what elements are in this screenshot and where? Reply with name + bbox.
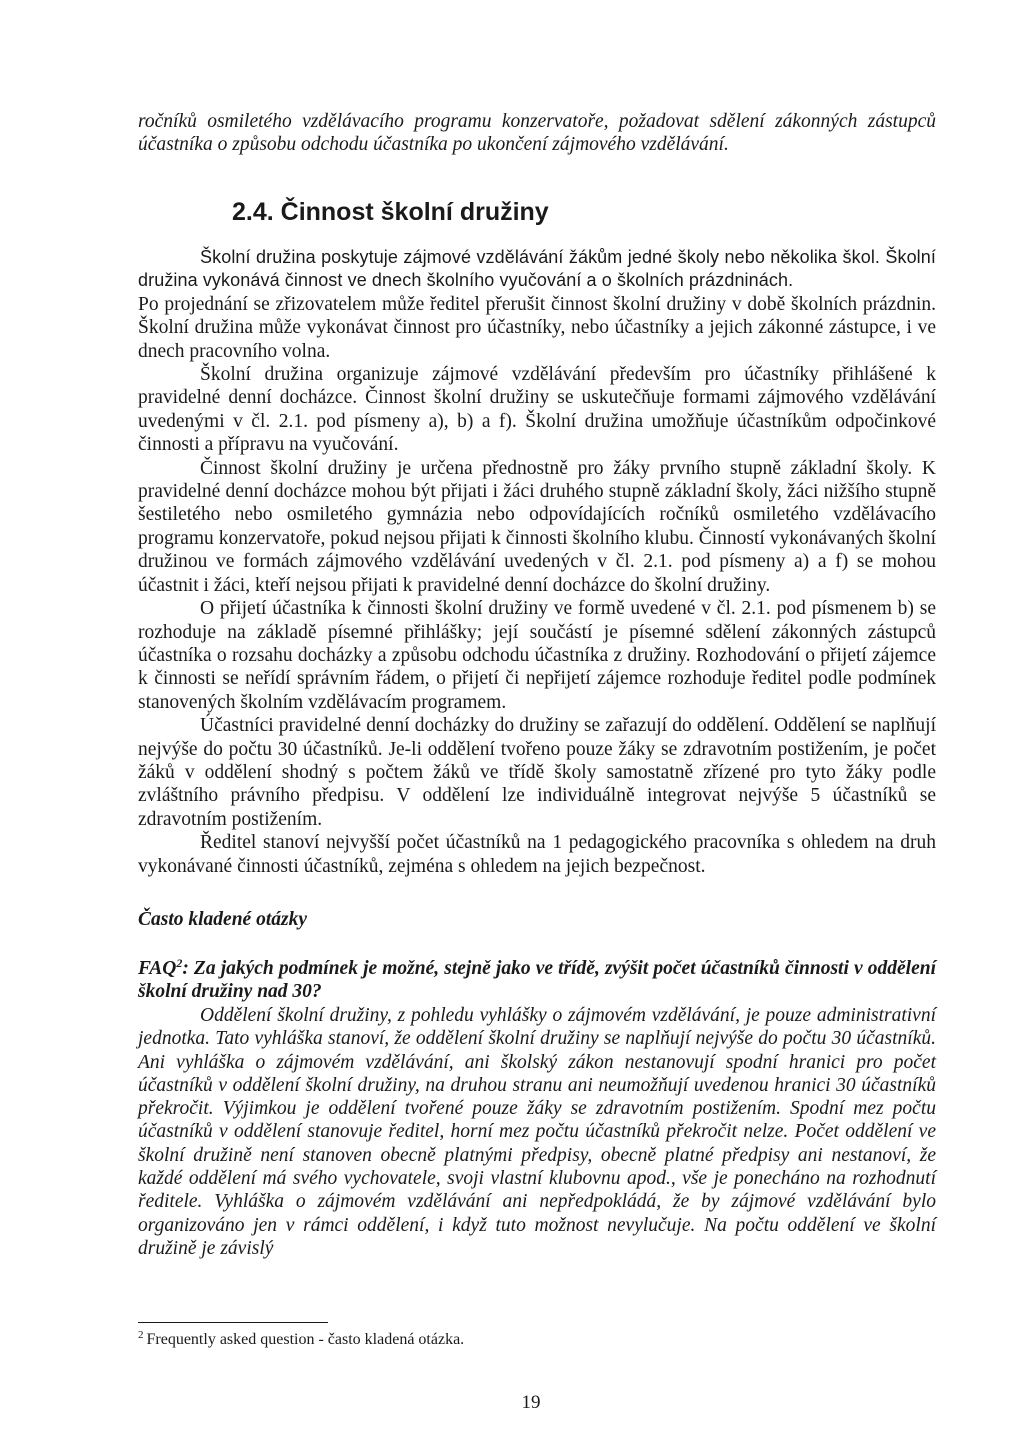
section-paragraph-2: Po projednání se zřizovatelem může ředitel přerušit činnost školní družiny v době školních prázdnin. Školní družina může vykonávat činnost pro účastníky, nebo účastníky a jejich zákonné zástupce, i ve dnech pracovního volna.: [138, 293, 936, 362]
footnote-reference[interactable]: 2: [176, 955, 183, 970]
section-body: [138, 246, 936, 878]
section-paragraph-6: Účastníci pravidelné denní docházky do družiny se zařazují do oddělení. Oddělení se naplňují nejvýše do počtu 30 účastníků. Je-li oddělení tvořeno pouze žáky se zdravotním postižením, je počet žáků v oddělení shodný s počtem žáků ve třídě školy samostatně zřízené pro tyto žáky podle zvláštního právního předpisu. V oddělení lze individuálně integrovat nejvýše 5 účastníků se zdravotním postižením.: [138, 715, 936, 830]
document-page: [138, 110, 936, 1260]
faq-question-text: : Za jakých podmínek je možné, stejně jako ve třídě, zvýšit počet účastníků činnosti v oddělení školní družiny nad 30?: [138, 957, 936, 1003]
faq-label: FAQ: [138, 957, 177, 979]
section-heading: 2.4. Činnost školní družiny: [232, 198, 549, 226]
footnote: [138, 1330, 464, 1350]
page-number: 19: [521, 1392, 541, 1413]
footnote-divider: [138, 1322, 328, 1323]
section-paragraph-5: O přijetí účastníka k činnosti školní družiny ve formě uvedené v čl. 2.1. pod písmenem b) se rozhoduje na základě písemné přihlášky; její součástí je písemné sdělení zákonných zástupců účastníka o rozsahu docházky a způsobu odchodu účastníka z družiny. Rozhodování o přijetí zájemce k činnosti se neřídí správním řádem, o přijetí či nepřijetí zájemce rozhoduje ředitel podle podmínek stanovených školním vzdělávacím programem.: [138, 598, 936, 713]
footnote-number: 2: [138, 1329, 144, 1341]
faq-question: [138, 957, 936, 1004]
section-paragraph-7: Ředitel stanoví nejvyšší počet účastníků na 1 pedagogického pracovníka s ohledem na druh vykonávané činnosti účastníků, zejména s ohledem na jejich bezpečnost.: [138, 832, 936, 877]
footnote-text: Frequently asked question - často kladená otázka.: [146, 1331, 465, 1348]
faq-heading: Často kladené otázky: [138, 908, 307, 930]
faq-answer: Oddělení školní družiny, z pohledu vyhlášky o zájmovém vzdělávání, je pouze administrativní jednotka. Tato vyhláška stanoví, že oddělení školní družiny se naplňují nejvýše do počtu 30 účastníků. Ani vyhláška o zájmovém vzdělávání, ani školský zákon nestanovují spodní hranici pro počet účastníků v oddělení školní družiny, na druhou stranu ani neumožňují uvedenou hranici 30 účastníků překročit. Výjimkou je oddělení tvořené pouze žáky se zdravotním postižením. Spodní mez počtu účastníků v oddělení stanovuje ředitel, horní mez počtu účastníků překročit nelze. Počet oddělení ve školní družině není stanoven obecně platnými předpisy, obecně platné předpisy ani nestanoví, že každé oddělení má svého vychovatele, svoji vlastní klubovnu apod., vše je ponecháno na rozhodnutí ředitele. Vyhláška o zájmovém vzdělávání ani nepředpokládá, že by zájmové vzdělávání bylo organizováno jen v rámci oddělení, i když tuto možnost nevylučuje. Na počtu oddělení ve školní družině je závislý: [138, 1004, 936, 1259]
intro-paragraph: ročníků osmiletého vzdělávacího programu konzervatoře, požadovat sdělení zákonných zástupců účastníka o způsobu odchodu účastníka po ukončení zájmového vzdělávání.: [138, 111, 936, 155]
section-paragraph-3: Školní družina organizuje zájmové vzdělávání především pro účastníky přihlášené k pravidelné denní docházce. Činnost školní družiny se uskutečňuje formami zájmového vzdělávání uvedenými v čl. 2.1. pod písmeny a), b) a f). Školní družina umožňuje účastníkům odpočinkové činnosti a přípravu na vyučování.: [138, 364, 936, 456]
section-paragraph-1: Školní družina poskytuje zájmové vzdělávání žákům jedné školy nebo několika škol. Školní družina vykonává činnost ve dnech školního vyučování a o školních prázdninách.: [138, 247, 936, 291]
section-paragraph-4: Činnost školní družiny je určena přednostně pro žáky prvního stupně základní školy. K pravidelné denní docházce mohou být přijati i žáci druhého stupně základní školy, žáci nižšího stupně šestiletého nebo osmiletého gymnázia nebo odpovídajících ročníků osmiletého vzdělávacího programu konzervatoře, pokud nejsou přijati k činnosti školního klubu. Činností vykonávaných školní družinou ve formách zájmového vzdělávání uvedených v čl. 2.1. pod písmeny a) a f) se mohou účastnit i žáci, kteří nejsou přijati k pravidelné denní docházce do školní družiny.: [138, 457, 936, 596]
